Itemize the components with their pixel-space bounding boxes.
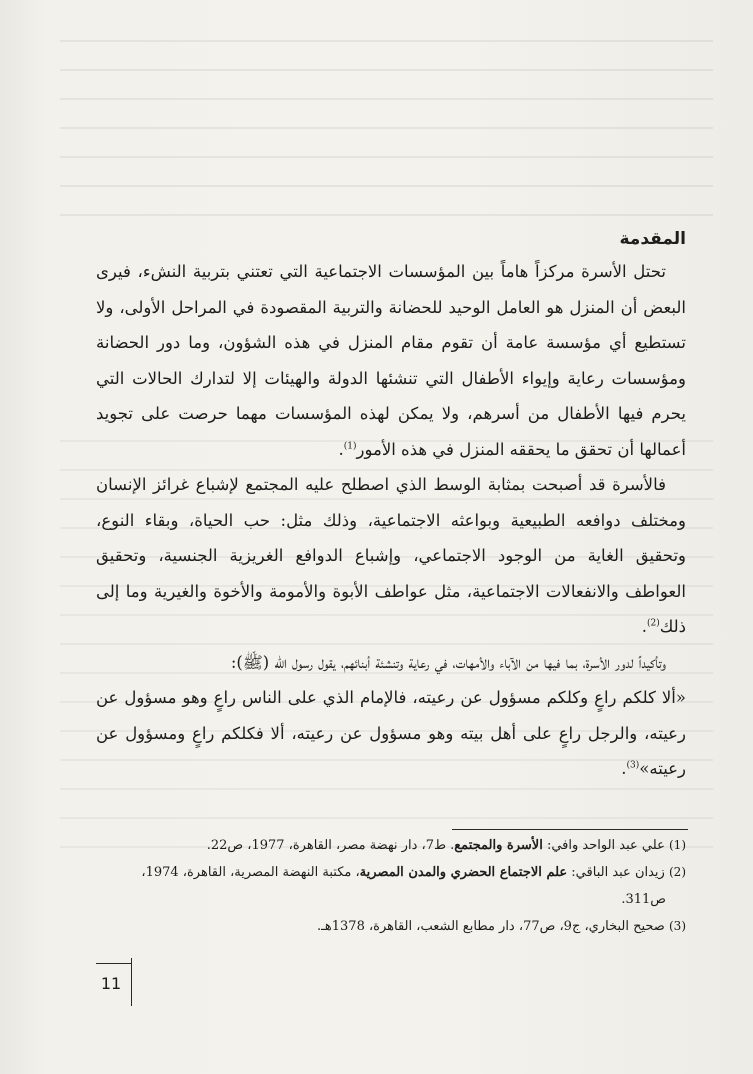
- paragraph-3-text: وتأكيداً لدور الأسرة، بما فيها من الآباء والأمهات، في رعاية وتنشئة أبنائهم، يقول رسول الله (ﷺ):: [230, 652, 666, 672]
- footnote-3: [96, 913, 686, 940]
- footnote-1-title: الأسرة والمجتمع: [454, 838, 543, 853]
- paragraph-1: تحتل الأسرة مركزاً هاماً بين المؤسسات الاجتماعية التي تعتني بتربية النشء، فيرى البعض أن المنزل هو العامل الوحيد للحضانة والتربية المقصودة في المراحل الأولى، ولا تستطيع أي مؤسسة عامة أن تقوم مقام المنزل في هذه الشؤون، وما دور الحضانة ومؤسسات رعاية وإيواء الأطفال التي تنشئها الدولة والهيئات إلا لتدارك الحالات التي يحرم فيها الأطفال من أسرهم، ولا يمكن لهذه المؤسسات مهما حرصت على تجويد أعمالها أن تحقق ما يحققه المنزل في هذه الأمور$^{(1)}$.: [96, 262, 686, 459]
- show-through-texture: [60, 40, 713, 240]
- footnote-2-continuation: ص311.: [621, 892, 666, 907]
- footnotes: [96, 832, 686, 940]
- footnote-ref-1: (1): [343, 441, 357, 451]
- paragraph-3: [96, 645, 686, 681]
- footnote-1: [96, 832, 686, 859]
- section-heading: المقدمة: [619, 229, 686, 249]
- hadith-quote-text: «ألا كلكم راعٍ وكلكم مسؤول عن رعيته، فالإمام الذي على الناس راعٍ وهو مسؤول عن رعيته، والرجل راعٍ على أهل بيته وهو مسؤول عن رعيته، ألا فكلكم راعٍ ومسؤول عن رعيته»: [96, 688, 686, 778]
- footnote-2: [96, 859, 686, 886]
- paragraph-2: فالأسرة قد أصبحت بمثابة الوسط الذي اصطلح عليه المجتمع لإشباع غرائز الإنسان ومختلف دوافعه الطبيعية وبواعثه الاجتماعية، وذلك مثل: حب الحياة، وبقاء النوع، وتحقيق الغاية من الوجود الاجتماعي، وإشباع الدوافع الغريزية الجنسية، وتحقيق العواطف والانفعالات الاجتماعية، مثل عواطف الأبوة والأمومة والأخوة والغيرية وما إلى ذلك$^{(2)}$.: [96, 475, 686, 636]
- hadith-quote: «ألا كلكم راعٍ وكلكم مسؤول عن رعيته، فالإمام الذي على الناس راعٍ وهو مسؤول عن رعيته، والرجل راعٍ على أهل بيته وهو مسؤول عن رعيته، ألا فكلكم راعٍ ومسؤول عن رعيته»$^{(3)}$.: [96, 688, 686, 778]
- main-text: [96, 228, 686, 787]
- footnote-divider: [452, 829, 688, 830]
- paragraph-1-text: تحتل الأسرة مركزاً هاماً بين المؤسسات الاجتماعية التي تعتني بتربية النشء، فيرى البعض أن المنزل هو العامل الوحيد للحضانة والتربية المقصودة في المراحل الأولى، ولا تستطيع أي مؤسسة عامة أن تقوم مقام المنزل في هذه الشؤون، وما دور الحضانة ومؤسسات رعاية وإيواء الأطفال التي تنشئها الدولة والهيئات إلا لتدارك الحالات التي يحرم فيها الأطفال من أسرهم، ولا يمكن لهذه المؤسسات مهما حرصت على تجويد أعمالها أن تحقق ما يحققه المنزل في هذه الأمور: [96, 262, 686, 459]
- footnote-3-text: صحيح البخاري، ج9، ص77، دار مطابع الشعب، القاهرة، 1378هـ.: [316, 919, 665, 934]
- page-number-rule-horizontal: [96, 963, 132, 964]
- footnote-2-title: علم الاجتماع الحضري والمدن المصرية: [359, 865, 568, 880]
- footnote-ref-2: (2): [646, 618, 660, 629]
- footnote-2-author: زيدان عبد الباقي:: [571, 865, 665, 880]
- page-number-rule-vertical: [131, 958, 132, 1006]
- footnote-1-number: (1): [668, 838, 686, 852]
- footnote-3-number: (3): [668, 919, 686, 933]
- footnote-ref-3: (3): [626, 760, 640, 771]
- paragraph-2-text: فالأسرة قد أصبحت بمثابة الوسط الذي اصطلح عليه المجتمع لإشباع غرائز الإنسان ومختلف دوافعه الطبيعية وبواعثه الاجتماعية، وذلك مثل: حب الحياة، وبقاء النوع، وتحقيق الغاية من الوجود الاجتماعي، وإشباع الدوافع الغريزية الجنسية، وتحقيق العواطف والانفعالات الاجتماعية، مثل عواطف الأبوة والأمومة والأخوة والغيرية وما إلى ذلك: [96, 475, 686, 636]
- footnote-2-number: (2): [668, 865, 686, 879]
- footnote-1-author: علي عبد الواحد وافي:: [546, 838, 665, 853]
- footnote-1-rest: . ط7، دار نهضة مصر، القاهرة، 1977، ص22.: [206, 838, 455, 853]
- footnote-2-rest: ، مكتبة النهضة المصرية، القاهرة، 1974،: [141, 865, 360, 880]
- page-number: 11: [100, 974, 122, 993]
